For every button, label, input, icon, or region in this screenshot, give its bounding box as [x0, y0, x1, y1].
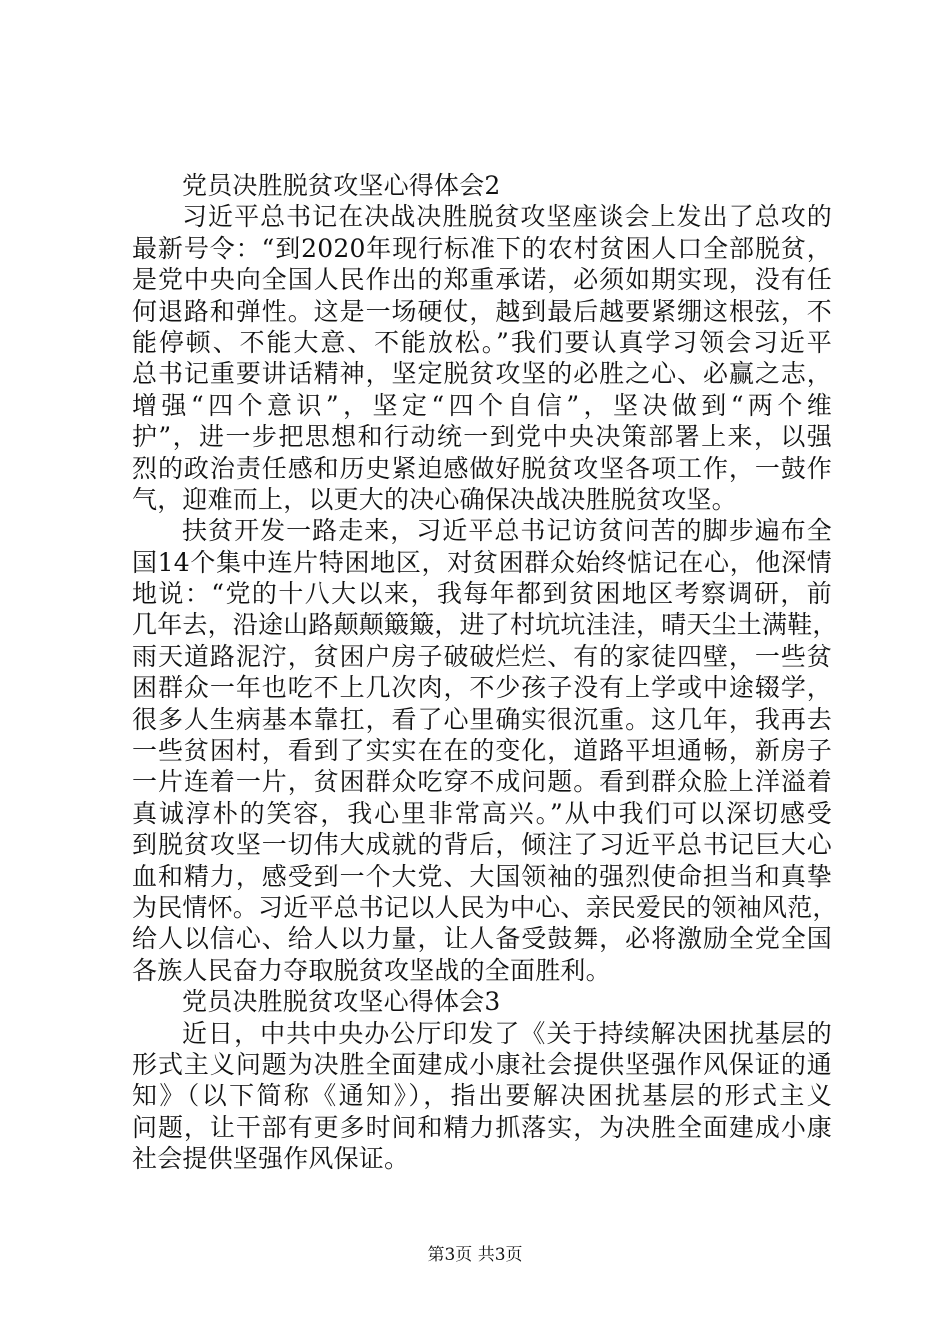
section-heading: 党员决胜脱贫攻坚心得体会2	[182, 171, 501, 200]
text-line: 到脱贫攻坚一切伟大成就的背后，倾注了习近平总书记巨大心	[132, 830, 832, 860]
text-line: 一片连着一片，贫困群众吃穿不成问题。看到群众脸上洋溢着	[132, 767, 832, 797]
text-line: 几年去，沿途山路颠颠簸簸，进了村坑坑洼洼，晴天尘土满鞋，	[132, 610, 838, 640]
text-line: 血和精力，感受到一个大党、大国领袖的强烈使命担当和真挚	[132, 861, 832, 891]
text-line: 为民情怀。习近平总书记以人民为中心、亲民爱民的领袖风范，	[132, 892, 838, 922]
text-line: 知》（以下简称《通知》），指出要解决困扰基层的形式主义	[132, 1081, 832, 1111]
text-line: 社会提供坚强作风保证。	[132, 1144, 410, 1174]
text-line: 扶贫开发一路走来，习近平总书记访贫问苦的脚步遍布全	[182, 516, 832, 546]
text-line: 各族人民奋力夺取脱贫攻坚战的全面胜利。	[132, 955, 611, 985]
page-footer	[0, 1244, 950, 1266]
text-line: 能停顿、不能大意、不能放松。”我们要认真学习领会习近平	[132, 327, 832, 357]
text-line: 增强“四个意识”，坚定“四个自信”，坚决做到“两个维	[132, 390, 832, 420]
paragraph	[132, 201, 832, 515]
text-line: 很多人生病基本靠扛，看了心里确实很沉重。这几年，我再去	[132, 704, 832, 734]
text-line: 近日，中共中央办公厅印发了《关于持续解决困扰基层的	[182, 1018, 832, 1048]
text-line: 一些贫困村，看到了实实在在的变化，道路平坦通畅，新房子	[132, 736, 832, 766]
text-line: 习近平总书记在决战决胜脱贫攻坚座谈会上发出了总攻的	[182, 202, 832, 232]
paragraph	[132, 515, 838, 986]
text-line: 形式主义问题为决胜全面建成小康社会提供坚强作风保证的通	[132, 1049, 832, 1079]
text-line: 总书记重要讲话精神，坚定脱贫攻坚的必胜之心、必赢之志，	[132, 359, 832, 389]
text-line: 国14个集中连片特困地区，对贫困群众始终惦记在心，他深情	[132, 547, 832, 577]
text-line: 地说：“党的十八大以来，我每年都到贫困地区考察调研，前	[132, 579, 832, 609]
text-line: 何退路和弹性。这是一场硬仗，越到最后越要紧绷这根弦，不	[132, 296, 832, 326]
text-line: 最新号令：“到2020年现行标准下的农村贫困人口全部脱贫，	[132, 233, 832, 263]
text-line: 困群众一年也吃不上几次肉，不少孩子没有上学或中途辍学，	[132, 673, 832, 703]
text-line: 问题，让干部有更多时间和精力抓落实，为决胜全面建成小康	[132, 1112, 832, 1142]
text-line: 给人以信心、给人以力量，让人备受鼓舞，必将激励全党全国	[132, 924, 832, 954]
text-line: 烈的政治责任感和历史紧迫感做好脱贫攻坚各项工作，一鼓作	[132, 453, 832, 483]
text-line: 护”，进一步把思想和行动统一到党中央决策部署上来，以强	[132, 422, 832, 452]
document-body	[132, 170, 838, 1175]
text-line: 是党中央向全国人民作出的郑重承诺，必须如期实现，没有任	[132, 265, 832, 295]
text-line: 雨天道路泥泞，贫困户房子破破烂烂、有的家徒四壁，一些贫	[132, 641, 832, 671]
text-line: 气，迎难而上，以更大的决心确保决战决胜脱贫攻坚。	[132, 484, 737, 514]
section-heading: 党员决胜脱贫攻坚心得体会3	[182, 987, 501, 1017]
paragraph	[132, 1018, 832, 1175]
page-number-label: 第3页 共3页	[427, 1245, 523, 1265]
text-line: 真诚淳朴的笑容，我心里非常高兴。”从中我们可以深切感受	[132, 798, 832, 828]
